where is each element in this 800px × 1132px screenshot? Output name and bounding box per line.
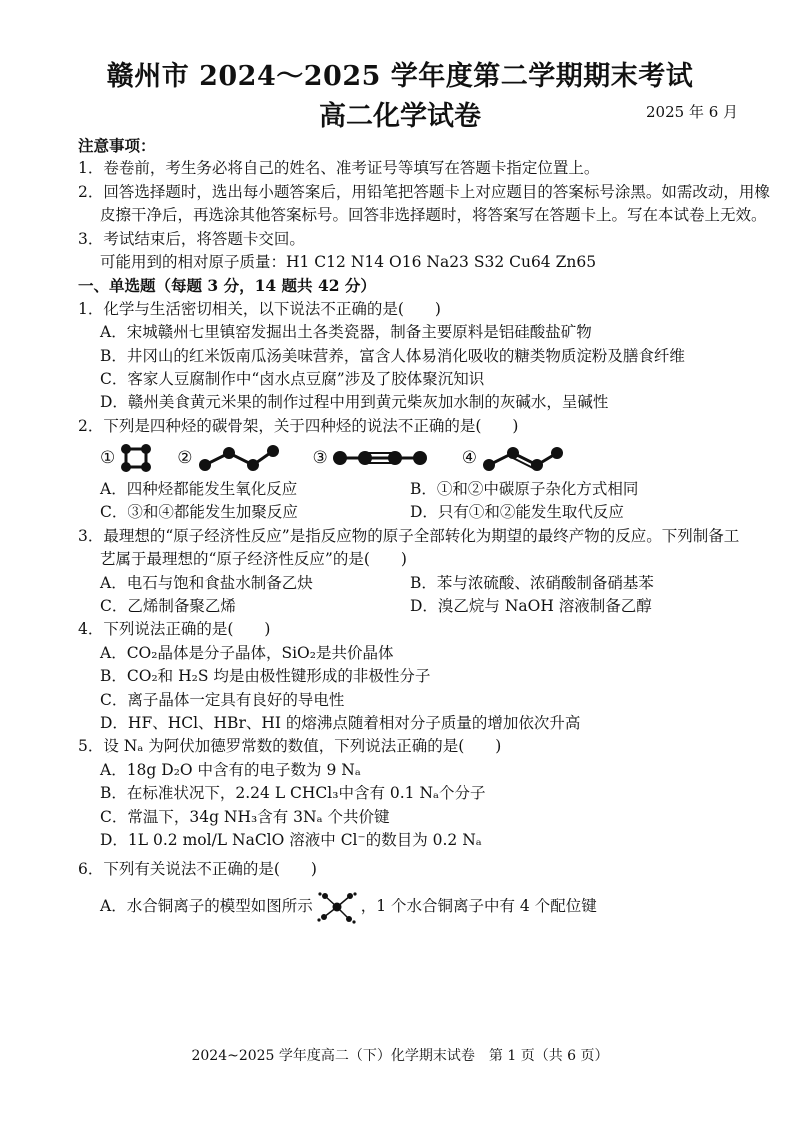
q6-option-a [78,886,758,926]
cyclobutane-skeleton-icon [119,443,153,473]
q6-stem: 6．下列有关说法不正确的是( ) [78,860,317,879]
q6-option-a-text-pre: A．水合铜离子的模型如图所示 [100,896,313,915]
q4-option-a: A．CO₂晶体是分子晶体，SiO₂是共价晶体 [100,643,394,662]
q2-option-d: D．只有①和②能发生取代反应 [410,503,624,522]
exam-content [78,134,770,926]
q1-option-d: D．赣州美食黄元米果的制作过程中用到黄元柴灰加水制的灰碱水，呈碱性 [100,393,609,412]
q3-stem-line2: 艺属于最理想的“原子经济性反应”的是( ) [100,550,407,569]
q3-options-cd [78,595,758,618]
butadiene-skeleton-icon [332,443,428,473]
note-3: 3．考试结束后，将答题卡交回。 [78,229,305,248]
q4-option-c: C．离子晶体一定具有良好的导电性 [100,690,345,709]
note-2-cont: 皮擦干净后，再选涂其他答案标号。回答非选择题时，将答案写在答题卡上。写在本试卷上无效。 [100,206,767,225]
skeleton-1-label: ① [100,448,116,469]
atomic-masses: 可能用到的相对原子质量：H1 C12 N14 O16 Na23 S32 Cu64 Zn65 [100,252,597,271]
butane-skeleton-icon [197,441,281,475]
q5-option-c: C．常温下，34g NH₃含有 3Nₐ 个共价键 [100,807,390,826]
notes-heading: 注意事项： [78,136,156,155]
exam-date: 2025 年 6 月 [646,103,739,121]
skeleton-3-label: ③ [312,448,328,469]
page-footer: 2024~2025 学年度高二（下）化学期末试卷 第 1 页（共 6 页） [191,1048,609,1064]
q2-options-ab [78,478,758,501]
q3-options-ab [78,572,758,595]
q2-skeletons [78,438,758,478]
q3-option-d: D．溴乙烷与 NaOH 溶液制备乙醇 [410,597,652,616]
q4-option-d: D．HF、HCl、HBr、HI 的熔沸点随着相对分子质量的增加依次升高 [100,713,581,732]
hydrated-copper-ion-icon [317,890,357,924]
q2-options-cd [78,501,758,524]
skeleton-4-label: ④ [461,448,477,469]
q2-option-a: A．四种烃都能发生氧化反应 [100,480,298,499]
q5-stem: 5．设 Nₐ 为阿伏加德罗常数的数值，下列说法正确的是( ) [78,737,502,756]
note-1: 1．卷卷前，考生务必将自己的姓名、准考证号等填写在答题卡指定位置上。 [78,159,600,178]
exam-subtitle: 高二化学试卷 [319,101,481,132]
q1-option-a: A．宋城赣州七里镇窑发掘出土各类瓷器，制备主要原料是铝硅酸盐矿物 [100,323,592,342]
section-heading: 一、单选题（每题 3 分，14 题共 42 分） [78,276,376,296]
q1-stem: 1．化学与生活密切相关，以下说法不正确的是( ) [78,299,441,318]
note-2: 2．回答选择题时，选出每小题答案后，用铅笔把答题卡上对应题目的答案标号涂黑。如需改动，用橡 [78,182,770,201]
skeleton-2-label: ② [177,448,193,469]
skeleton-2 [177,441,280,475]
q3-option-a: A．电石与饱和食盐水制备乙炔 [100,573,313,592]
q1-option-b: B．井冈山的红米饭南瓜汤美味营养，富含人体易消化吸收的糖类物质淀粉及膳食纤维 [100,346,685,365]
q5-option-a: A．18g D₂O 中含有的电子数为 9 Nₐ [100,760,361,779]
q6-option-a-text-post: ，1 个水合铜离子中有 4 个配位键 [360,896,597,915]
q2-option-c: C．③和④都能发生加聚反应 [100,503,298,522]
exam-title: 赣州市 2024～2025 学年度第二学期期末考试 [106,61,694,92]
q5-option-d: D．1L 0.2 mol/L NaClO 溶液中 Cl⁻的数目为 0.2 Nₐ [100,830,482,849]
skeleton-1 [100,443,153,473]
q5-option-b: B．在标准状况下，2.24 L CHCl₃中含有 0.1 Nₐ个分子 [100,784,486,803]
q3-stem-line1: 3．最理想的“原子经济性反应”是指反应物的原子全部转化为期望的最终产物的反应。下列制备工 [78,526,740,545]
q1-option-c: C．客家人豆腐制作中“卤水点豆腐”涉及了胶体聚沉知识 [100,369,485,388]
q3-option-c: C．乙烯制备聚乙烯 [100,597,236,616]
q4-stem: 4．下列说法正确的是( ) [78,620,271,639]
q2-stem: 2．下列是四种烃的碳骨架，关于四种烃的说法不正确的是( ) [78,416,519,435]
skeleton-3 [313,443,428,473]
q3-option-b: B．苯与浓硫酸、浓硝酸制备硝基苯 [410,573,654,592]
q2-option-b: B．①和②中碳原子杂化方式相同 [410,480,639,499]
q4-option-b: B．CO₂和 H₂S 均是由极性键形成的非极性分子 [100,667,431,686]
skeleton-4 [462,441,565,475]
butene-skeleton-icon [481,441,565,475]
